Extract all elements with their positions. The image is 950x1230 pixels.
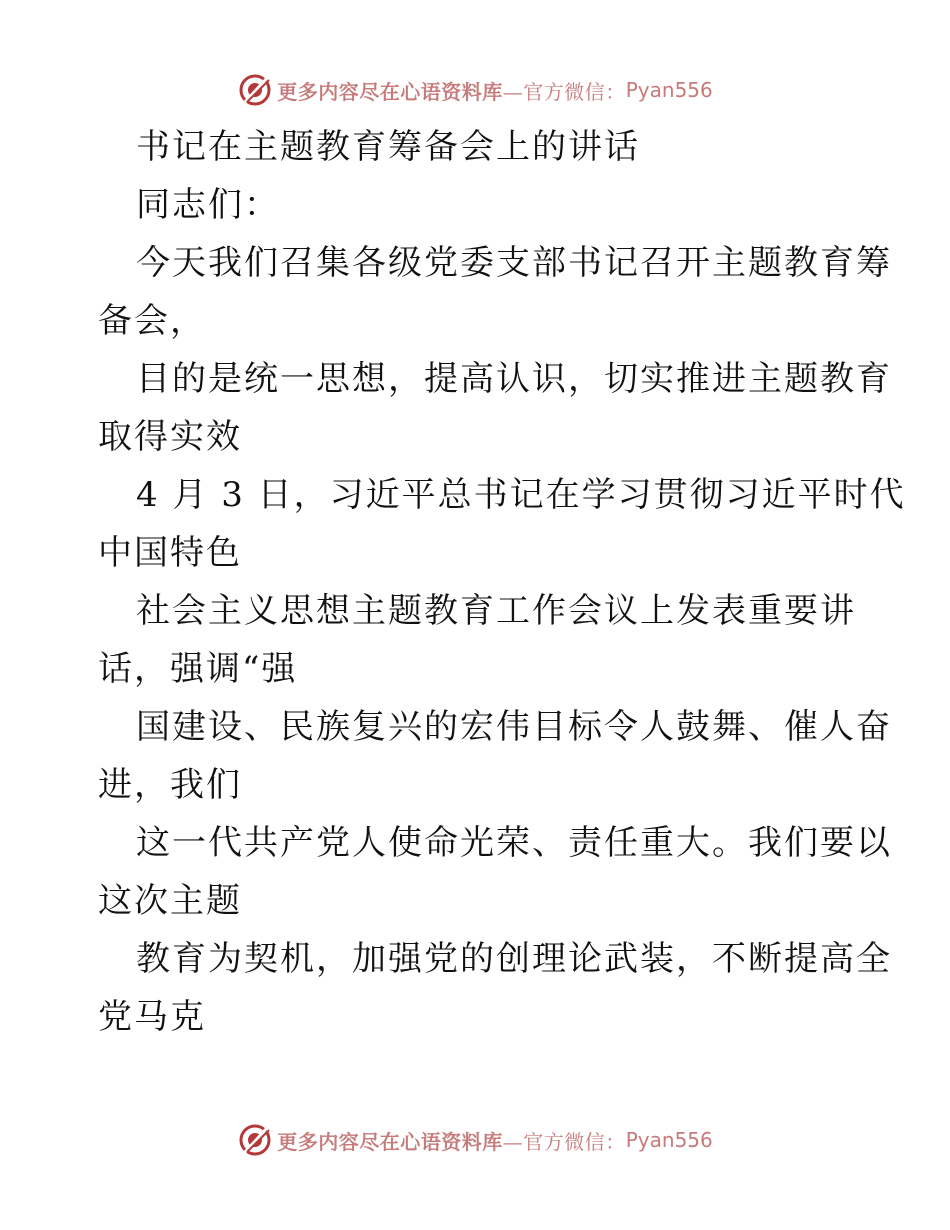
footer-banner [0, 1118, 950, 1162]
header-banner-id: Pyan556 [625, 78, 713, 102]
document-line: 今天我们召集各级党委支部书记召开主题教育筹 [136, 243, 892, 283]
document-line: 进，我们 [98, 765, 242, 805]
document-line: 社会主义思想主题教育工作会议上发表重要讲 [136, 591, 856, 631]
document-line: 取得实效 [98, 417, 242, 457]
footer-banner-id: Pyan556 [625, 1128, 713, 1152]
document-line: 国建设、民族复兴的宏伟目标令人鼓舞、催人奋 [136, 707, 892, 747]
document-line: 党马克 [98, 997, 206, 1037]
document-line: 4 月 3 日，习近平总书记在学习贯彻习近平时代 [136, 475, 906, 515]
logo-icon [237, 1122, 273, 1158]
document-line: 这一代共产党人使命光荣、责任重大。我们要以 [136, 823, 892, 863]
header-banner-main-text: 更多内容尽在心语资料库 [277, 79, 503, 104]
document-line: 中国特色 [98, 533, 242, 573]
header-banner-sub-text: —官方微信： [502, 79, 626, 104]
document-line: 教育为契机，加强党的创理论武装，不断提高全 [136, 939, 892, 979]
document-body [98, 118, 906, 1046]
document-title: 书记在主题教育筹备会上的讲话 [136, 127, 640, 167]
footer-banner-sub-text: —官方微信： [502, 1129, 626, 1154]
document-line: 同志们： [136, 185, 280, 225]
document-line: 这次主题 [98, 881, 242, 921]
document-line: 目的是统一思想，提高认识，切实推进主题教育 [136, 359, 892, 399]
document-line: 话，强调“强 [98, 649, 298, 689]
footer-banner-main-text: 更多内容尽在心语资料库 [277, 1129, 503, 1154]
header-banner [0, 68, 950, 112]
document-line: 备会， [98, 301, 206, 341]
logo-icon [237, 72, 273, 108]
